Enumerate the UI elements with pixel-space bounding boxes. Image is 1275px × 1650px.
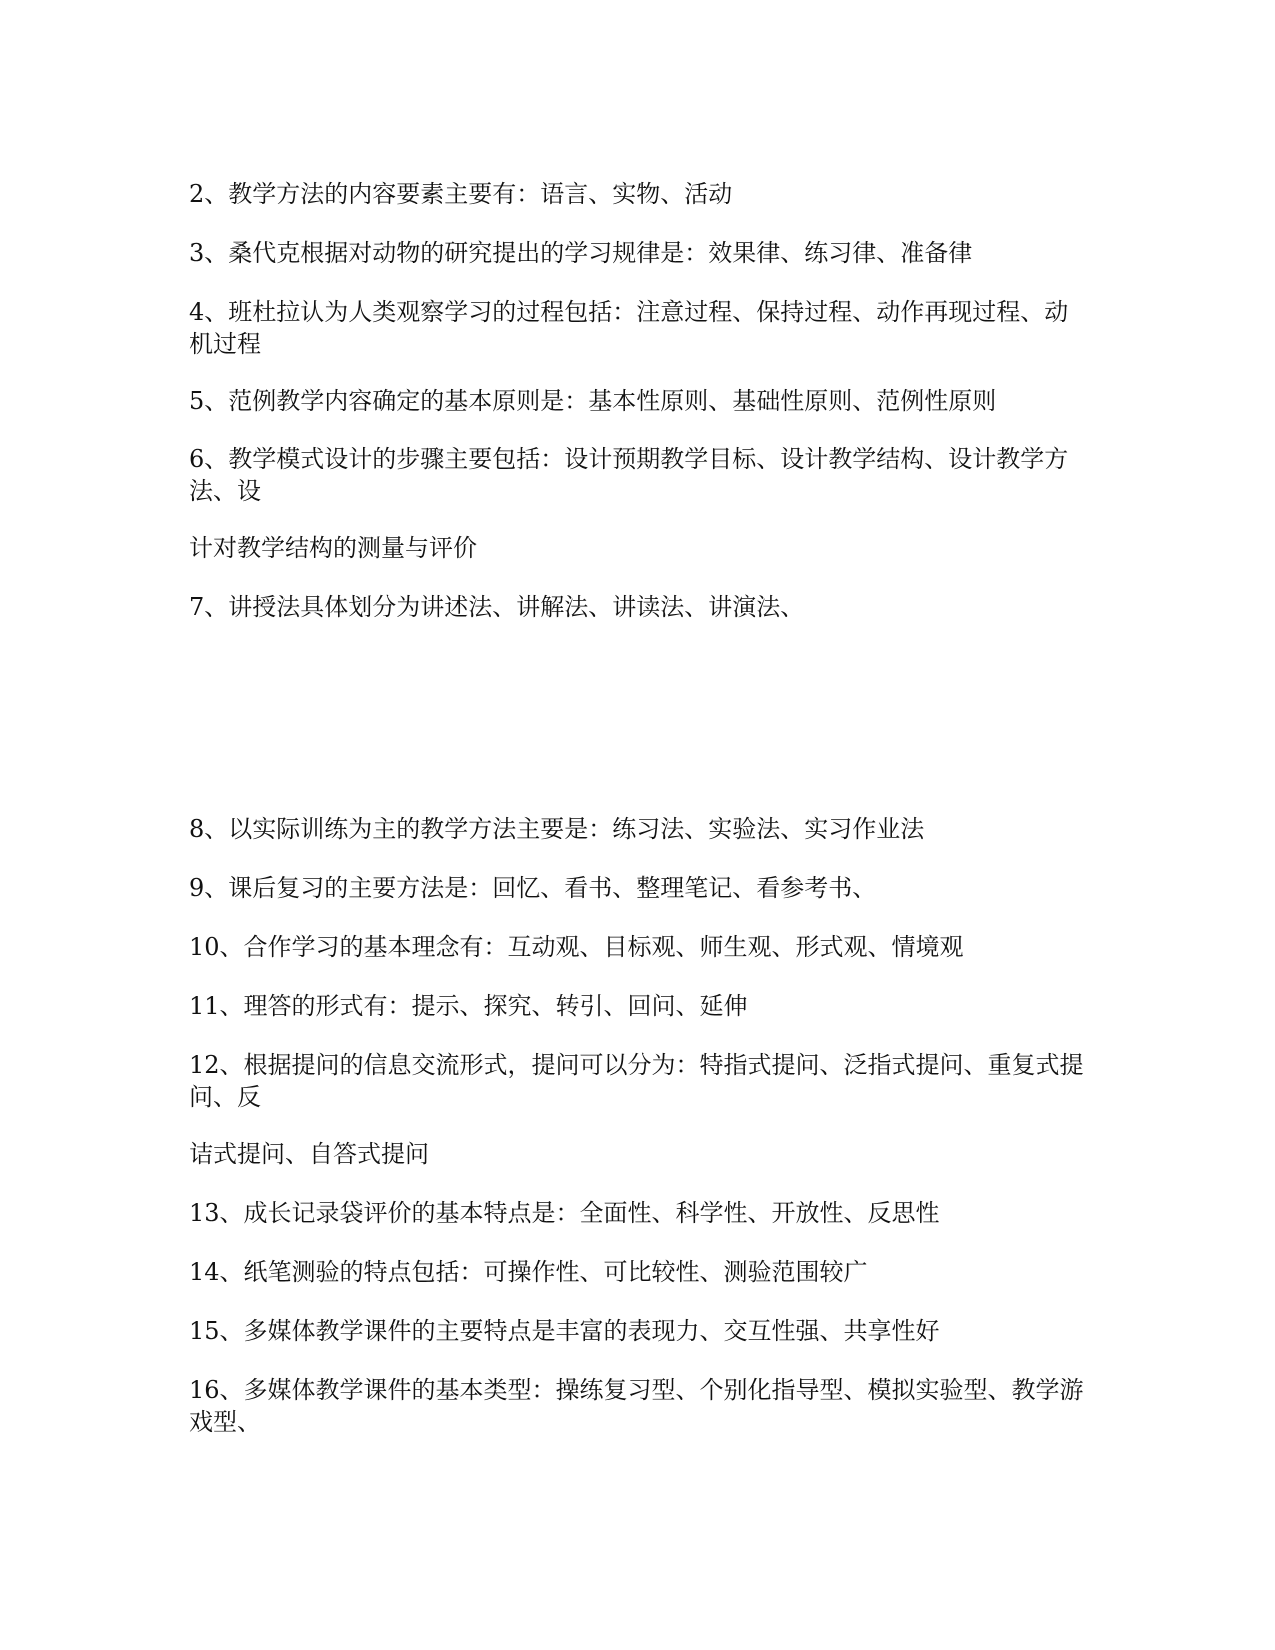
paragraph-item-12: 12、根据提问的信息交流形式，提问可以分为：特指式提问、泛指式提问、重复式提问、反 — [189, 1051, 1084, 1111]
paragraph-item-16: 16、多媒体教学课件的基本类型：操练复习型、个别化指导型、模拟实验型、教学游戏型、 — [189, 1376, 1084, 1436]
paragraph-item-13: 13、成长记录袋评价的基本特点是：全面性、科学性、开放性、反思性 — [189, 1199, 940, 1227]
paragraph-item-9: 9、课后复习的主要方法是：回忆、看书、整理笔记、看参考书、 — [189, 874, 877, 902]
paragraph-item-12-continuation: 诘式提问、自答式提问 — [189, 1140, 429, 1168]
paragraph-item-15: 15、多媒体教学课件的主要特点是丰富的表现力、交互性强、共享性好 — [189, 1317, 940, 1345]
paragraph-item-4: 4、班杜拉认为人类观察学习的过程包括：注意过程、保持过程、动作再现过程、动机过程 — [189, 298, 1069, 358]
paragraph-item-7: 7、讲授法具体划分为讲述法、讲解法、讲读法、讲演法、 — [189, 593, 805, 621]
paragraph-item-14: 14、纸笔测验的特点包括：可操作性、可比较性、测验范围较广 — [189, 1258, 868, 1286]
paragraph-item-6: 6、教学模式设计的步骤主要包括：设计预期教学目标、设计教学结构、设计教学方法、设 — [189, 445, 1069, 505]
paragraph-item-8: 8、以实际训练为主的教学方法主要是：练习法、实验法、实习作业法 — [189, 815, 925, 843]
paragraph-item-6-continuation: 计对教学结构的测量与评价 — [189, 534, 477, 562]
paragraph-item-2: 2、教学方法的内容要素主要有：语言、实物、活动 — [189, 180, 733, 208]
paragraph-item-5: 5、范例教学内容确定的基本原则是：基本性原则、基础性原则、范例性原则 — [189, 387, 997, 415]
paragraph-item-3: 3、桑代克根据对动物的研究提出的学习规律是：效果律、练习律、准备律 — [189, 239, 973, 267]
paragraph-item-11: 11、理答的形式有：提示、探究、转引、回问、延伸 — [189, 992, 748, 1020]
paragraph-item-10: 10、合作学习的基本理念有：互动观、目标观、师生观、形式观、情境观 — [189, 933, 964, 961]
